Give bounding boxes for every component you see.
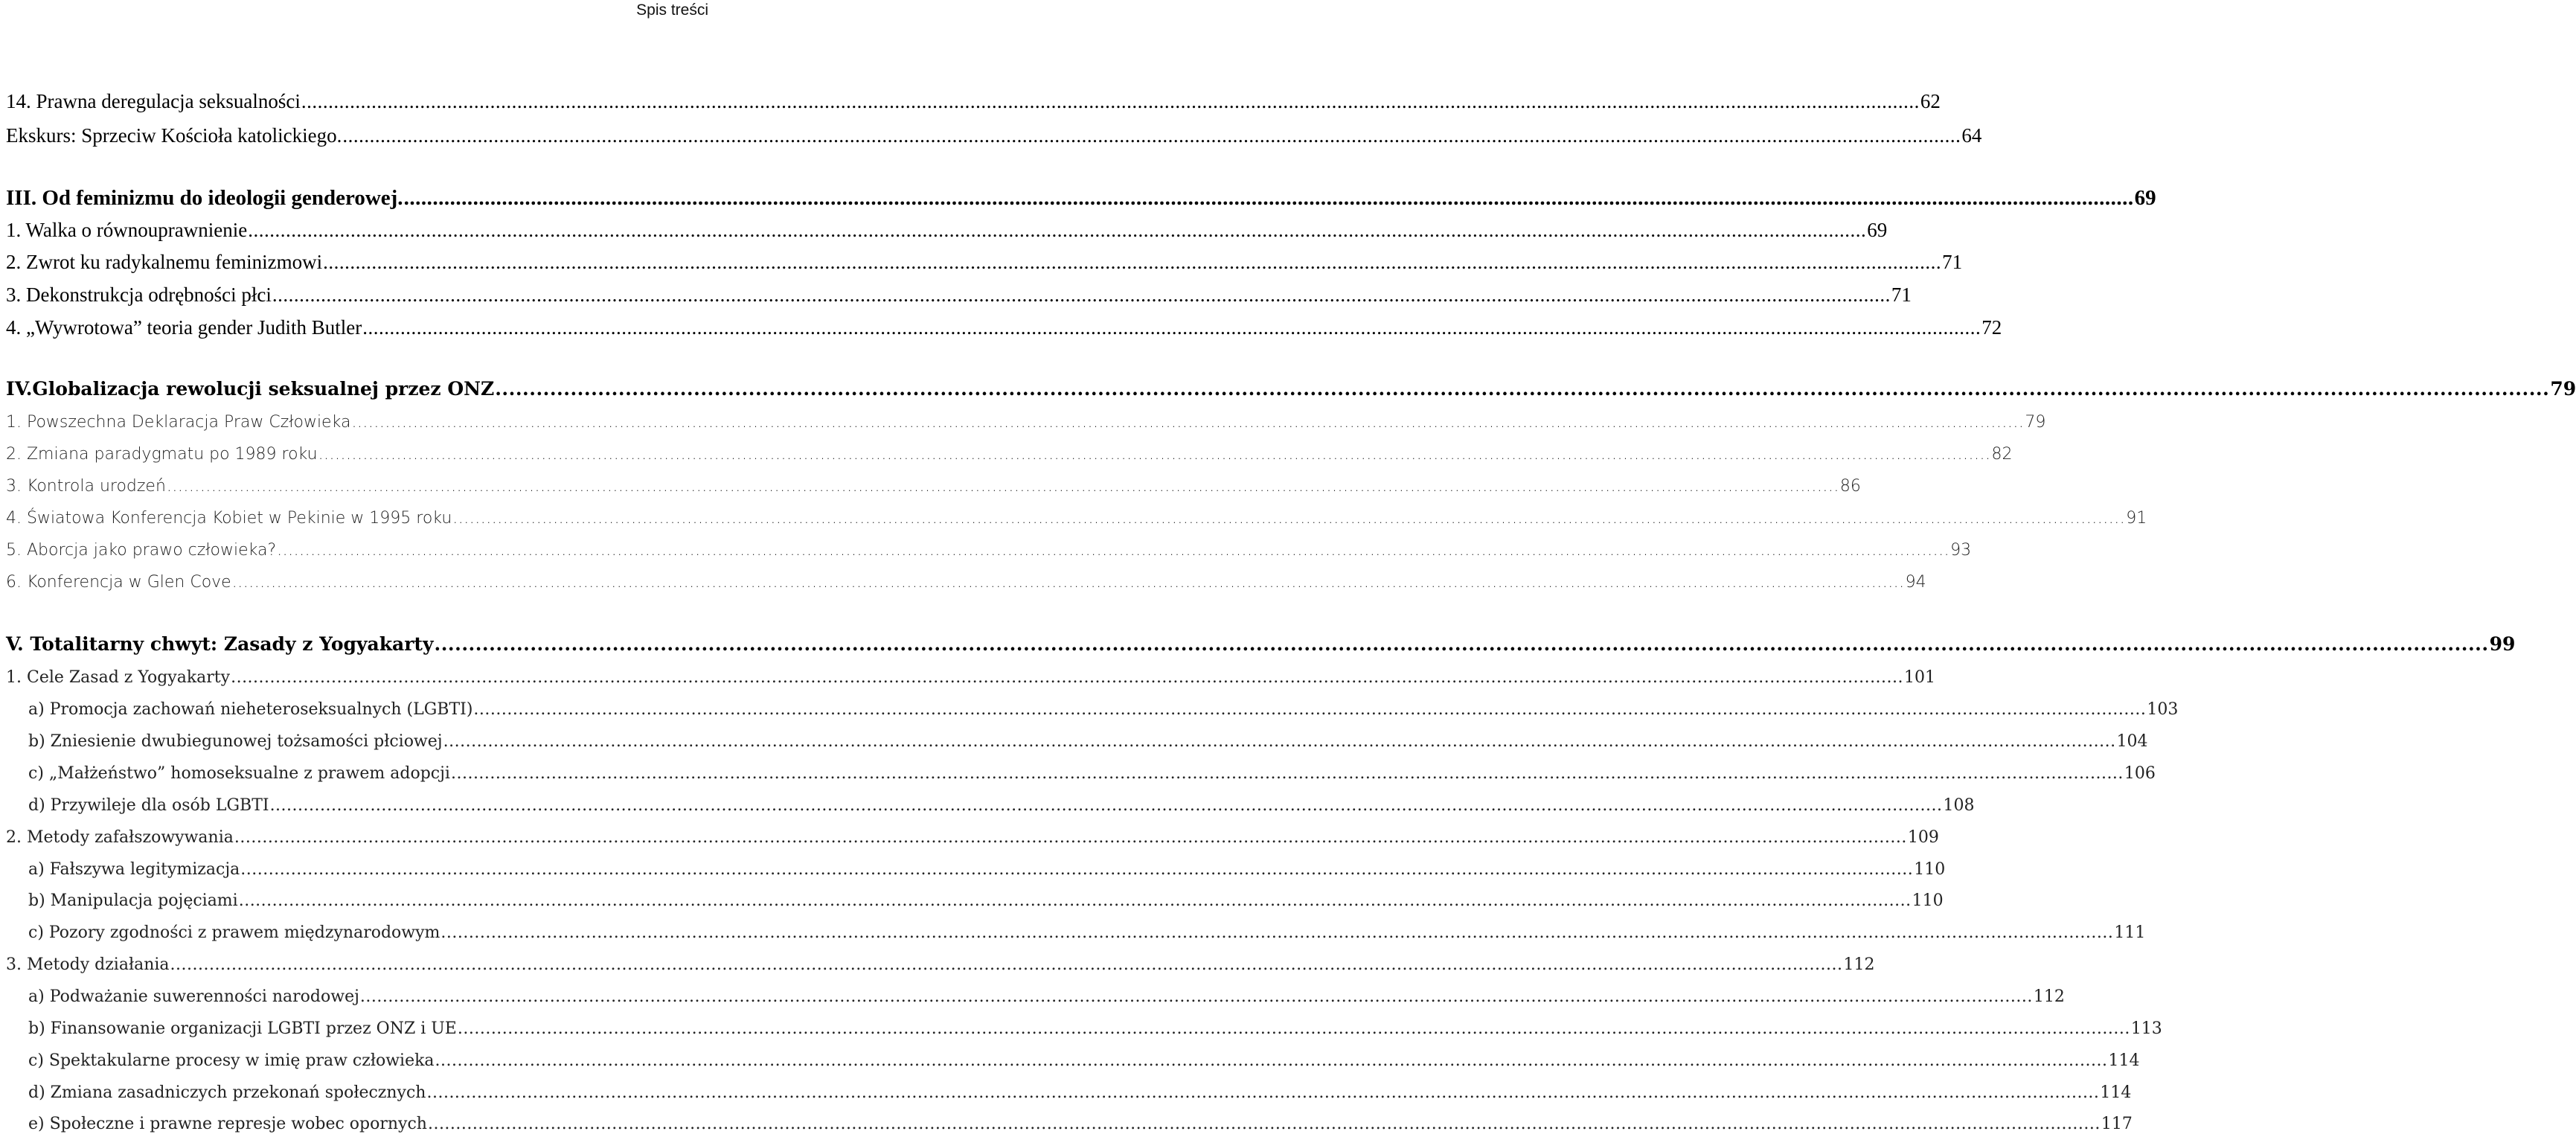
toc-entry-page: 72 — [1981, 316, 2002, 339]
toc-entry-page: 104 — [2116, 732, 2148, 751]
toc-entry[interactable] — [6, 90, 1941, 113]
toc-entry-label: 14. Prawna deregulacja seksualności — [6, 90, 301, 112]
toc-chapter[interactable] — [6, 186, 2156, 211]
toc-entry-label: 2. Zmiana paradygmatu po 1989 roku — [6, 445, 318, 464]
toc-subentry[interactable] — [28, 764, 2156, 783]
toc-entry-page: 113 — [2130, 1019, 2162, 1038]
toc-leader: ............................................................................................................................................................................................................................................................................................................ — [240, 860, 1914, 879]
toc-leader: ............................................................................................................................................................................................................................................................................................................ — [457, 1019, 2130, 1038]
toc-entry-label: 4. „Wywrotowa” teoria gender Judith Butler — [6, 316, 362, 339]
toc-entry-page: 103 — [2147, 700, 2179, 719]
toc-subentry[interactable] — [28, 1051, 2140, 1070]
toc-subentry[interactable] — [28, 987, 2065, 1006]
toc-entry-page: 69 — [2134, 186, 2156, 210]
toc-entry-page: 71 — [1942, 251, 1963, 273]
toc-entry-page: 64 — [1961, 124, 1982, 147]
toc-leader: ............................................................................................................................................................................................................................................................................................................ — [166, 477, 1839, 496]
toc-chapter[interactable] — [6, 378, 2576, 400]
toc-leader: ............................................................................................................................................................................................................................................................................................................ — [359, 987, 2033, 1006]
toc-leader: ............................................................................................................................................................................................................................................................................................................ — [301, 90, 1920, 112]
toc-entry-label: a) Fałszywa legitymizacja — [28, 860, 240, 879]
toc-leader: ............................................................................................................................................................................................................................................................................................................ — [323, 251, 1942, 273]
toc-entry[interactable] — [6, 668, 1936, 687]
toc-entry-page: 112 — [2033, 987, 2065, 1006]
toc-leader: ............................................................................................................................................................................................................................................................................................................ — [277, 541, 1950, 560]
toc-subentry[interactable] — [28, 1083, 2132, 1102]
toc-entry-page: 114 — [2108, 1051, 2140, 1070]
toc-entry[interactable] — [6, 284, 1912, 307]
toc-entry-label: 2. Metody zafałszowywania — [6, 828, 234, 847]
toc-entry-label: c) Spektakularne procesy w imię praw człowieka — [28, 1051, 435, 1070]
toc-entry-page: 86 — [1839, 477, 1861, 496]
toc-entry[interactable] — [6, 573, 1926, 592]
toc-entry[interactable] — [6, 413, 2046, 432]
toc-entry-label: d) Zmiana zasadniczych przekonań społecznych — [28, 1083, 426, 1102]
toc-leader: ............................................................................................................................................................................................................................................................................................................ — [231, 573, 1905, 592]
toc-leader: ............................................................................................................................................................................................................................................................................................................ — [231, 668, 1904, 687]
toc-leader: ............................................................................................................................................................................................................................................................................................................ — [473, 700, 2147, 719]
toc-leader: ............................................................................................................................................................................................................................................................................................................ — [434, 633, 2489, 655]
toc-entry-label: 1. Powszechna Deklaracja Praw Człowieka — [6, 413, 351, 432]
toc-subentry[interactable] — [28, 1019, 2162, 1038]
toc-leader: ............................................................................................................................................................................................................................................................................................................ — [318, 445, 1991, 464]
toc-entry-label: III. Od feminizmu do ideologii genderowej. — [6, 186, 403, 210]
toc-leader: ............................................................................................................................................................................................................................................................................................................ — [450, 764, 2124, 783]
toc-entry-page: 109 — [1907, 828, 1939, 847]
toc-leader: ............................................................................................................................................................................................................................................................................................................ — [351, 413, 2025, 432]
toc-entry-page: 62 — [1920, 90, 1941, 112]
toc-entry-label: V. Totalitarny chwyt: Zasady z Yogyakarty — [6, 633, 434, 655]
toc-entry-page: 82 — [1991, 445, 2013, 464]
toc-subentry[interactable] — [28, 796, 1975, 815]
toc-leader: ............................................................................................................................................................................................................................................................................................................ — [362, 316, 1981, 339]
toc-subentry[interactable] — [28, 732, 2148, 751]
toc-entry-page: 114 — [2100, 1083, 2132, 1102]
toc-leader: ............................................................................................................................................................................................................................................................................................................ — [170, 955, 1843, 974]
toc-leader: ............................................................................................................................................................................................................................................................................................................ — [443, 732, 2116, 751]
toc-leader: ............................................................................................................................................................................................................................................................................................................ — [234, 828, 1907, 847]
toc-entry-page: 112 — [1843, 955, 1875, 974]
toc-entry-label: d) Przywileje dla osób LGBTI — [28, 796, 269, 815]
toc-entry[interactable] — [6, 251, 1963, 274]
toc-entry-label: b) Finansowanie organizacji LGBTI przez ONZ i UE — [28, 1019, 457, 1038]
toc-entry[interactable] — [6, 124, 1982, 147]
toc-entry[interactable] — [6, 219, 1888, 242]
toc-entry[interactable] — [6, 828, 1939, 847]
toc-entry-label: 6. Konferencja w Glen Cove — [6, 573, 231, 592]
page-header-title: Spis treści — [636, 1, 708, 19]
toc-entry[interactable] — [6, 477, 1861, 496]
toc-entry[interactable] — [6, 955, 1875, 974]
toc-entry-label: 2. Zwrot ku radykalnemu feminizmowi — [6, 251, 323, 273]
toc-entry-label: Ekskurs: Sprzeciw Kościoła katolickiego. — [6, 124, 342, 147]
toc-entry[interactable] — [6, 445, 2013, 464]
toc-subentry[interactable] — [28, 1115, 2133, 1133]
toc-leader: ............................................................................................................................................................................................................................................................................................................ — [272, 284, 1891, 306]
toc-entry-page: 69 — [1867, 219, 1888, 241]
toc-entry-page: 111 — [2114, 923, 2146, 942]
toc-entry-label: 3. Metody działania — [6, 955, 170, 974]
toc-entry-label: 1. Cele Zasad z Yogyakarty — [6, 668, 231, 687]
toc-subentry[interactable] — [28, 860, 1946, 879]
toc-leader: ............................................................................................................................................................................................................................................................................................................ — [248, 219, 1867, 241]
toc-entry-label: 3. Dekonstrukcja odrębności płci — [6, 284, 272, 306]
toc-entry-page: 71 — [1891, 284, 1912, 306]
toc-leader: ............................................................................................................................................................................................................................................................................................................ — [495, 378, 2550, 400]
toc-entry[interactable] — [6, 316, 2002, 339]
toc-entry-label: 1. Walka o równouprawnienie — [6, 219, 248, 241]
toc-entry-page: 110 — [1914, 860, 1946, 879]
toc-entry-page: 79 — [2025, 413, 2046, 432]
toc-entry-page: 94 — [1905, 573, 1926, 592]
toc-entry-page: 91 — [2126, 509, 2147, 528]
toc-entry[interactable] — [6, 509, 2147, 528]
toc-leader: ............................................................................................................................................................................................................................................................................................................ — [440, 923, 2114, 942]
toc-leader: ............................................................................................................................................................................................................................................................................................................ — [426, 1083, 2100, 1102]
toc-entry[interactable] — [6, 541, 1972, 560]
toc-entry-label: b) Manipulacja pojęciami — [28, 891, 238, 910]
toc-entry-label: 5. Aborcja jako prawo człowieka? — [6, 541, 277, 560]
toc-entry-label: e) Społeczne i prawne represje wobec opornych — [28, 1115, 427, 1133]
toc-entry-page: 79 — [2550, 378, 2576, 400]
toc-entry-label: c) „Małżeństwo” homoseksualne z prawem adopcji — [28, 764, 450, 783]
toc-subentry[interactable] — [28, 700, 2179, 719]
toc-chapter[interactable] — [6, 633, 2516, 655]
toc-leader: ............................................................................................................................................................................................................................................................................................................ — [427, 1115, 2101, 1133]
toc-entry-label: a) Promocja zachowań nieheteroseksualnych (LGBTI) — [28, 700, 473, 719]
toc-entry-page: 110 — [1912, 891, 1944, 910]
toc-entry-label: 4. Światowa Konferencja Kobiet w Pekinie w 1995 roku — [6, 509, 452, 528]
toc-subentry[interactable] — [28, 923, 2146, 942]
toc-entry-page: 93 — [1950, 541, 1972, 560]
toc-leader: ............................................................................................................................................................................................................................................................................................................ — [403, 186, 2134, 210]
toc-entry-label: 3. Kontrola urodzeń — [6, 477, 166, 496]
toc-entry-page: 117 — [2101, 1115, 2133, 1133]
toc-subentry[interactable] — [28, 891, 1944, 910]
toc-leader: ............................................................................................................................................................................................................................................................................................................ — [238, 891, 1912, 910]
toc-entry-page: 106 — [2124, 764, 2156, 783]
toc-entry-label: a) Podważanie suwerenności narodowej — [28, 987, 359, 1006]
toc-leader: ............................................................................................................................................................................................................................................................................................................ — [342, 124, 1961, 147]
toc-leader: ............................................................................................................................................................................................................................................................................................................ — [435, 1051, 2108, 1070]
toc-entry-label: b) Zniesienie dwubiegunowej tożsamości płciowej — [28, 732, 443, 751]
toc-entry-page: 99 — [2489, 633, 2516, 655]
toc-entry-page: 108 — [1943, 796, 1975, 815]
toc-entry-page: 101 — [1904, 668, 1936, 687]
toc-entry-label: c) Pozory zgodności z prawem międzynarodowym — [28, 923, 440, 942]
toc-leader: ............................................................................................................................................................................................................................................................................................................ — [452, 509, 2126, 528]
toc-entry-label: IV.Globalizacja rewolucji seksualnej przez ONZ — [6, 378, 495, 400]
toc-leader: ............................................................................................................................................................................................................................................................................................................ — [269, 796, 1943, 815]
